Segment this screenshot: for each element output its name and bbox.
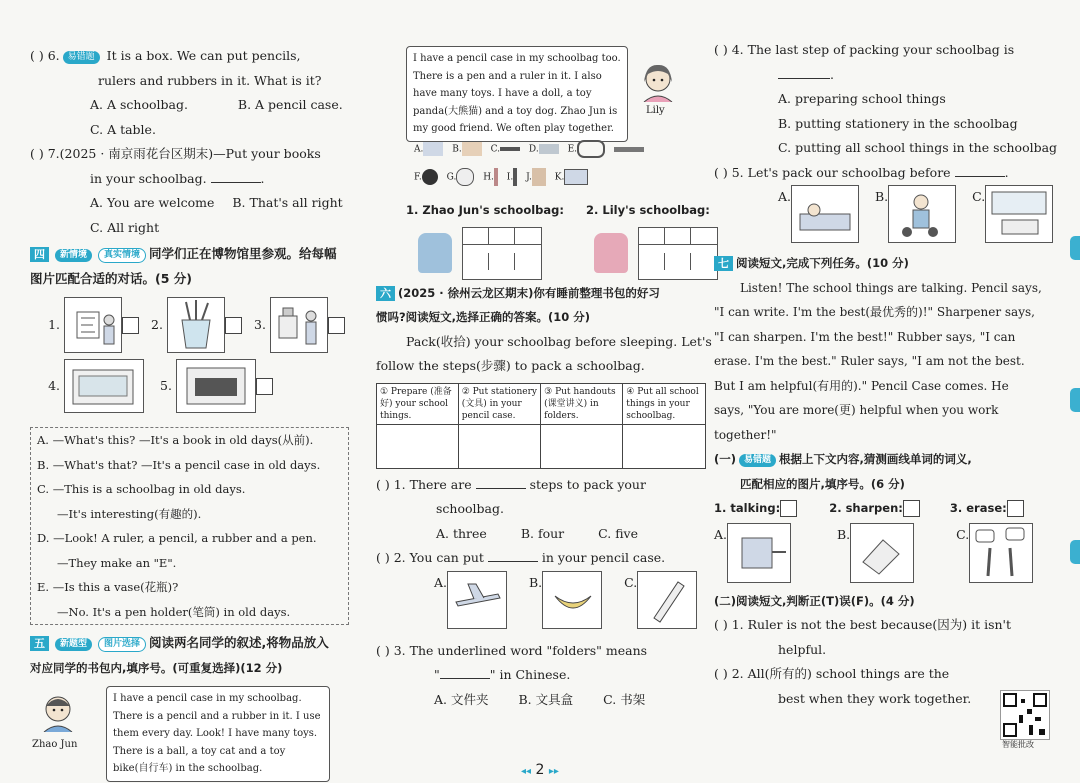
lily-answer-grid[interactable]	[638, 227, 718, 280]
question-2: ( ) 2. You can put in your pencil case.	[376, 550, 666, 565]
section-5-heading: 五 新题型 图片选择 阅读两名同学的叙述,将物品放入	[30, 631, 365, 656]
question-5: ( ) 5. Let's pack our schoolbag before .	[714, 164, 1009, 180]
museum-picture-4	[64, 359, 144, 413]
option-b-picture	[888, 185, 956, 243]
sharpener-picture	[727, 523, 791, 583]
answer-blank[interactable]	[211, 182, 261, 183]
answer-paren[interactable]: ( )	[30, 146, 44, 161]
question-4: ( ) 4. The last step of packing your schoolbag is	[714, 42, 1015, 57]
pencil-icon	[494, 168, 498, 186]
ruler-icon	[614, 147, 644, 152]
option-c-picture	[985, 185, 1053, 243]
tf-question-1: ( ) 1. Ruler is not the best because(因为) it isn't	[714, 617, 1012, 632]
answer-box[interactable]	[225, 317, 242, 334]
airplane-picture	[447, 571, 507, 629]
schoolbag-icon	[418, 233, 452, 273]
question-3: ( ) 3. The underlined word "folders" means	[376, 642, 648, 658]
zhao-jun-answer-grid[interactable]	[462, 227, 542, 280]
pen-icon	[513, 168, 517, 186]
step-1-picture	[377, 424, 459, 468]
side-tab	[1070, 236, 1080, 260]
section-4-heading: 四 新情境 真实情境 同学们正在博物馆里参观。给每幅	[30, 242, 365, 267]
section-7-heading: 七 阅读短文,完成下列任务。(10 分)	[714, 251, 1054, 276]
side-tab	[1070, 388, 1080, 412]
lily-avatar	[638, 62, 678, 102]
zhao-jun-statement: Zhao Jun I have a pencil case in my schoolbag. There is a pencil and a rubber in it. I use them every day. Look! I have many toys. There is a ball, a toy cat and a toy bike(自行车) in the schoolbag.	[30, 686, 365, 768]
museum-picture-3	[270, 297, 328, 353]
rubber-picture	[850, 523, 914, 583]
step-2-picture	[458, 424, 540, 468]
next-page-arrow[interactable]: ▸▸	[548, 766, 559, 777]
rubber-icon	[539, 144, 559, 154]
dialog-options-box: A. —What's this? —It's a book in old days(从前). B. —What's that? —It's a pencil case in old days. C. —This is a schoolbag in old days. —It's interesting(有趣的). D. —Look! A ruler, a pencil, a rubber and a pen. —They make an "E". E. —Is this a vase(花瓶)? —No. It's a pen holder(笔筒) in old days.	[30, 427, 349, 625]
answer-box[interactable]	[903, 500, 920, 517]
ball-icon	[456, 168, 474, 186]
part-2-heading: (二)阅读短文,判断正(T)误(F)。(4 分)	[714, 593, 915, 608]
steps-table: ① Prepare (准备好) your school things. ② Put stationery (文具) in your pencil case. ③ Put handouts (课堂讲义) in folders. ④ Put all school things in your schoolbag.	[376, 383, 706, 469]
pen-icon	[500, 147, 520, 151]
column-middle: I have a pencil case in my schoolbag too. There is a pen and a ruler in it. I also have many toys. I have a doll, a toy panda(大熊猫) and a toy dog. Zhao Jun is my good friend. We often play together. Lily A. B. C. D. E. F. G. H. I. J. K. 1. Zhao Jun's schoolbag: 2. Lily's schoolbag: 六 (2025 · 徐州云龙区期末)你有睡前整理书包的好习 惯吗?阅读短文,选择正确的答案。(10 分) Pack(收拾) your schoolbag before sleeping. Let's follow the steps(步骤) to pack a schoolbag. ① Prepare (准备好) your school things. ② Put stationery (文具) in your pencil case. ③ Put handouts (课堂讲义) in folders. ④ Put all school things in your schoolbag. ( ) 1. There are steps to pack your schoolbag. A. three B. four C. five ( ) 2. You can put in your pencil case. A. B. C. ( ) 3. The underlined word "folders" means " " in Chinese. A. 文件夹 B. 文具盒 C. 书架	[376, 0, 706, 712]
museum-pictures-row1: 1. 2. 3.	[30, 297, 365, 355]
zhao-jun-avatar	[38, 692, 78, 732]
qr-code[interactable]	[1000, 690, 1050, 740]
question-6: ( ) 6. 易错题 It is a box. We can put pencils,	[30, 48, 301, 63]
column-right: ( ) 4. The last step of packing your schoolbag is . A. preparing school things B. putting stationery in the schoolbag C. putting all school things in the schoolbag ( ) 5. Let's pack our schoolbag before . A. B. C. 七 阅读短文,完成下列任务。(10 分) Listen! The school things are talking. Pencil says, "I can write. I'm the best(最优秀的)!" Sharpener says, "I can sharpen. I'm the best!" Rubber says, "I can erase. I'm the best." Ruler says, "I am not the best. But I am helpful(有用的)." Pencil Case comes. He says, "You are more(更) helpful when you work together!" (一) 易错题 根据上下文内容,猜测画线单词的词义, 匹配相应的图片,填序号。(6 分) 1. talking: 2. sharpen: 3. erase: A. B. C. (二)阅读短文,判断正(T)误(F)。(4 分) ( ) 1. Ruler is not the best because(因为) it isn't helpful. ( ) 2. All(所有的) school things are the best when they work together.	[714, 0, 1054, 711]
museum-picture-2	[167, 297, 225, 353]
error-prone-tag: 易错题	[63, 51, 100, 64]
toy-bike-icon	[577, 140, 605, 158]
toy-panda-icon	[422, 169, 438, 185]
page-number: 2	[535, 762, 545, 778]
answer-box[interactable]	[256, 378, 273, 395]
answer-box[interactable]	[780, 500, 797, 517]
item-pictures: A. B. C. D. E. F. G. H. I. J. K.	[414, 140, 706, 198]
side-tab	[1070, 540, 1080, 564]
column-left: ( ) 6. 易错题 It is a box. We can put pencils, rulers and rubbers in it. What is it? A. A schoolbag. B. A pencil case. C. A table. ( ) 7.(2025 · 南京雨花台区期末)—Put your books in your schoolbag. . A. You are welcome B. That's all right C. All right 四 新情境 真实情境 同学们正在博物馆里参观。给每幅 图片匹配合适的对话。(5 分) 1. 2. 3. 4. 5. A. —What's this? —It's a book in old days(从前). B. —What's that? —It's a pencil case in old days. C. —This is a schoolbag in old days. —It's interesting(有趣的). D. —Look! A ruler, a pencil, a rubber and a pen. —They make an "E". E. —Is this a vase(花瓶)? —No. It's a pen holder(笔筒) in old days. 五 新题型 图片选择 阅读两名同学的叙述,将物品放入 对应同学的书包内,填序号。(可重复选择)(12 分) Zhao Jun I have a pencil case in my schoolbag. There is a pencil and a rubber in it. I use them every day. Look! I have many toys. There is a ball, a toy cat and a toy bike(自行车) in the schoolbag.	[30, 0, 365, 768]
toy-dog-icon	[564, 169, 588, 185]
prev-page-arrow[interactable]: ◂◂	[521, 766, 532, 777]
banana-picture	[542, 571, 602, 629]
schoolbag-grids	[376, 227, 706, 277]
doll-icon	[532, 168, 546, 186]
answer-box[interactable]	[122, 317, 139, 334]
option-a-picture	[791, 185, 859, 243]
answer-paren[interactable]: ( )	[30, 48, 44, 63]
museum-picture-1	[64, 297, 122, 353]
step-4-picture	[623, 424, 706, 468]
answer-box[interactable]	[328, 317, 345, 334]
pencil-picture	[637, 571, 697, 629]
museum-picture-5	[176, 359, 256, 413]
schoolbag-icon	[594, 233, 628, 273]
toy-cat-icon	[462, 142, 482, 156]
page-footer	[500, 760, 580, 782]
talking-picture	[969, 523, 1033, 583]
museum-pictures-row2: 4. 5.	[30, 355, 365, 425]
lily-speech-bubble: I have a pencil case in my schoolbag too. There is a pen and a ruler in it. I also have many toys. I have a doll, a toy panda(大熊猫) and a toy dog. Zhao Jun is my good friend. We often play together.	[406, 46, 628, 142]
step-3-picture	[541, 424, 623, 468]
part-1-heading: (一) 易错题 根据上下文内容,猜测画线单词的词义,	[714, 452, 972, 466]
answer-box[interactable]	[1007, 500, 1024, 517]
pencil-case-icon	[423, 142, 443, 156]
zhao-jun-speech-bubble: I have a pencil case in my schoolbag. There is a pencil and a rubber in it. I use them every day. Look! I have many toys. There is a ball, a toy cat and a toy bike(自行车) in the schoolbag.	[106, 686, 330, 782]
question-1: ( ) 1. There are steps to pack your	[376, 476, 646, 492]
section-6-heading: 六 (2025 · 徐州云龙区期末)你有睡前整理书包的好习	[376, 281, 706, 306]
question-7: ( ) 7.(2025 · 南京雨花台区期末)—Put your books	[30, 146, 321, 161]
tf-question-2: ( ) 2. All(所有的) school things are the	[714, 666, 950, 681]
lily-statement: I have a pencil case in my schoolbag too. There is a pen and a ruler in it. I also have many toys. I have a doll, a toy panda(大熊猫) and a toy dog. Zhao Jun is my good friend. We often play together. Lily	[376, 46, 706, 138]
